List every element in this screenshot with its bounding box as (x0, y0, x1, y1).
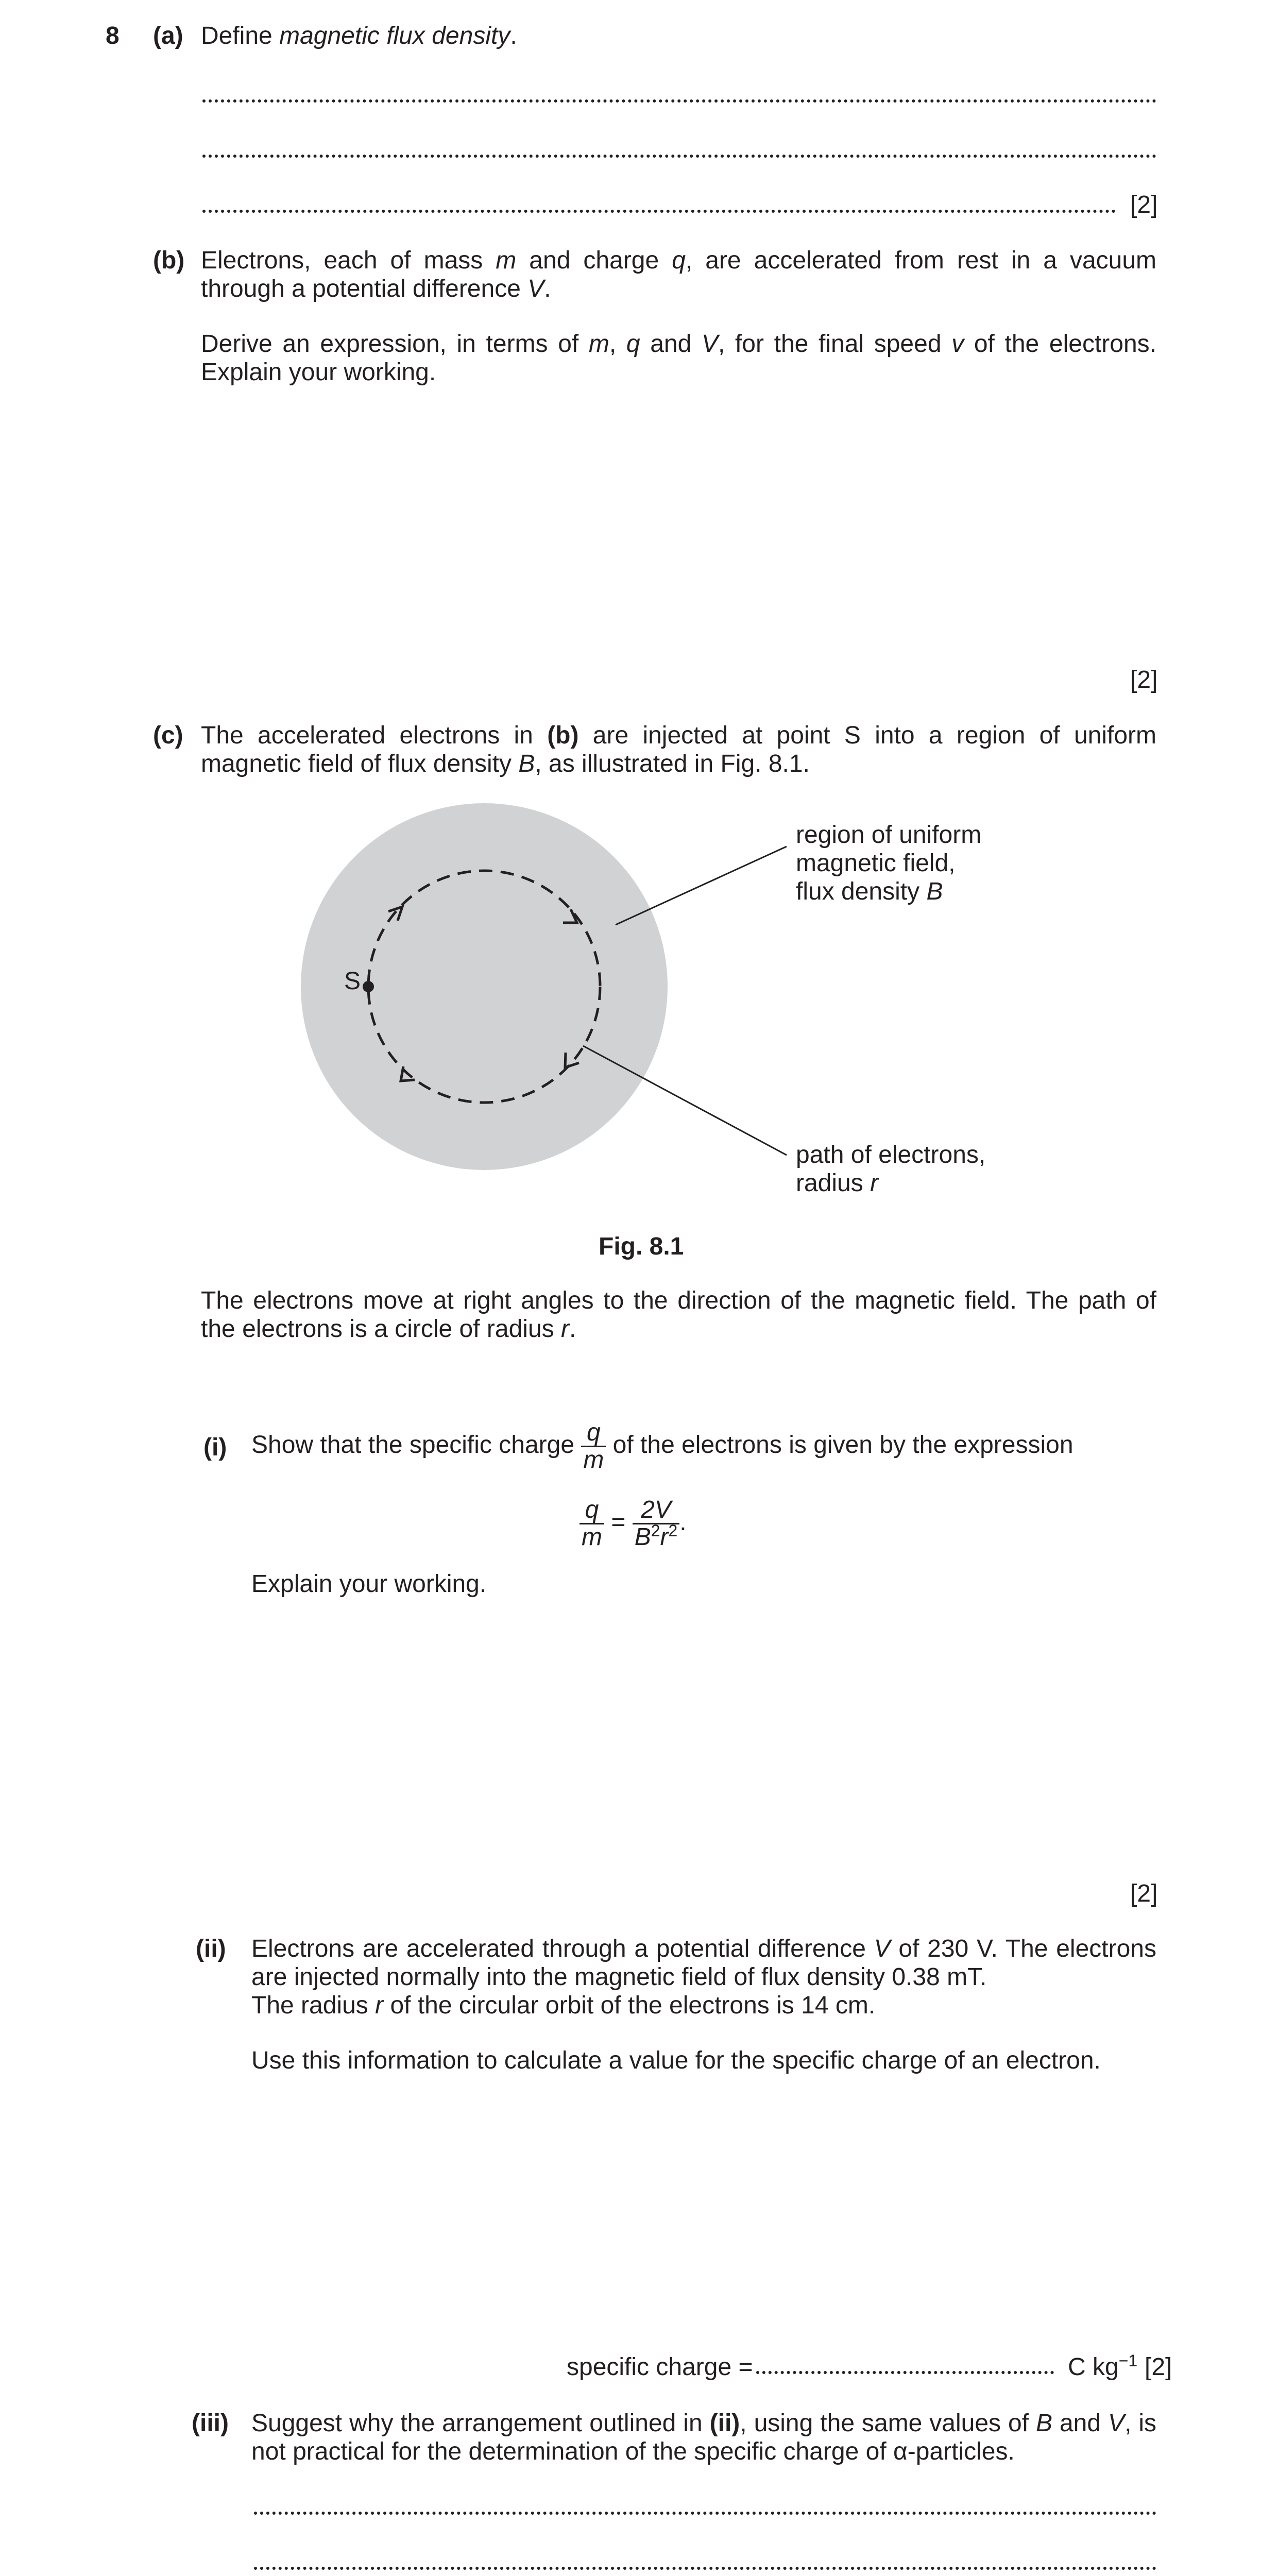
sub-i-label: (i) (203, 1434, 227, 1461)
text: Electrons are accelerated through a potential difference (251, 1935, 874, 1962)
text: flux density (796, 878, 927, 905)
var-V: V (1108, 2410, 1125, 2437)
frac-num: q (581, 1420, 606, 1447)
text: of the circular orbit of the electrons is 14 cm. (383, 1992, 876, 2019)
unit: C kg (1068, 2353, 1119, 2381)
eq-lhs-num: q (580, 1497, 604, 1524)
path-label-line1: path of electrons, (796, 1141, 986, 1168)
eq-rhs (633, 1497, 680, 1550)
text: and (640, 330, 702, 358)
text: , using the same values of (740, 2410, 1036, 2437)
text: , as illustrated in Fig. 8.1. (535, 750, 810, 777)
text: Electrons, each of mass (201, 247, 496, 274)
part-c-label: (c) (153, 722, 183, 749)
text: Show that the specific charge (251, 1431, 582, 1459)
var-q: q (672, 247, 686, 274)
specific-charge-answer-line[interactable] (756, 2371, 1054, 2374)
part-c-after-figure (201, 1286, 1156, 1343)
field-label-leader (616, 846, 787, 925)
point-s-dot (363, 981, 374, 992)
part-a-prompt-text: Define (201, 22, 280, 49)
eq-end: . (679, 1509, 687, 1536)
text: The electrons move at right angles to the direction of the magnetic field. The path of the electrons is a circle of radius (201, 1287, 1156, 1343)
sub-ii-line3: Use this information to calculate a value for the specific charge of an electron. (251, 2047, 1101, 2074)
exp: 2 (651, 1521, 660, 1540)
ref-ii: (ii) (709, 2410, 740, 2437)
answer-line-iii1[interactable] (254, 2512, 1156, 2515)
text: , (609, 330, 626, 358)
text: and (1052, 2410, 1109, 2437)
var-V: V (701, 330, 718, 358)
frac-den: m (583, 1446, 604, 1473)
eq-lhs-den: m (582, 1523, 602, 1551)
answer-label: specific charge = (567, 2353, 753, 2381)
text: The radius (251, 1992, 376, 2019)
part-b-label: (b) (153, 247, 185, 274)
var-r: r (560, 1315, 569, 1343)
var-r: r (660, 1523, 669, 1551)
part-a-label: (a) (153, 22, 183, 49)
sub-ii-marks: [2] (1145, 2353, 1172, 2381)
var-B: B (926, 878, 943, 905)
fig-8-1-diagram (0, 0, 1278, 1236)
var-B: B (1036, 2410, 1053, 2437)
text: , for the final speed (718, 330, 952, 358)
sub-iii-text (251, 2409, 1156, 2466)
field-label-line3 (796, 877, 981, 906)
field-label (796, 821, 981, 906)
text: of the electrons is given by the expression (606, 1431, 1073, 1459)
sub-ii-line2 (251, 1991, 875, 2020)
eq-rhs-den (633, 1521, 680, 1551)
part-b-marks: [2] (1130, 666, 1158, 693)
question-number: 8 (106, 22, 120, 49)
field-label-line1: region of uniform (796, 821, 982, 849)
figure-caption: Fig. 8.1 (599, 1233, 684, 1260)
var-B: B (518, 750, 535, 777)
path-label (796, 1141, 985, 1197)
text: . (569, 1315, 576, 1343)
text: of the electrons. Explain your working. (201, 330, 1157, 386)
sub-iii-label: (iii) (192, 2410, 229, 2437)
var-m: m (496, 247, 517, 274)
var-V: V (527, 275, 544, 302)
text: , are accelerated from rest in a vacuum through a potential difference (201, 247, 1157, 302)
text: Suggest why the arrangement outlined in (251, 2410, 710, 2437)
unit-exp: −1 (1118, 2351, 1138, 2370)
answer-line-iii2[interactable] (254, 2567, 1156, 2570)
part-a-prompt-term: magnetic flux density (279, 22, 510, 49)
text: radius (796, 1170, 871, 1197)
specific-charge-equation (580, 1497, 687, 1550)
var-m: m (588, 330, 609, 358)
text: and charge (516, 247, 672, 274)
exp: 2 (668, 1521, 678, 1540)
text: , is not practical for the determination of the specific charge of α-particles. (251, 2410, 1157, 2465)
point-s-label: S (344, 968, 361, 995)
sub-ii-line1 (251, 1935, 1156, 1991)
ref-b: (b) (547, 722, 579, 749)
answer-unit (1068, 2353, 1137, 2381)
field-label-line2: magnetic field, (796, 850, 956, 877)
var-r: r (870, 1170, 879, 1197)
eq-rhs-num: 2V (633, 1497, 680, 1524)
text: . (544, 275, 551, 302)
var-B: B (634, 1523, 651, 1551)
text: Derive an expression, in terms of (201, 330, 589, 358)
eq-equals: = (611, 1509, 626, 1536)
var-v: v (951, 330, 964, 358)
part-a-marks: [2] (1130, 191, 1158, 218)
text: are injected at point S into a region of uniform magnetic field of flux density (201, 722, 1156, 777)
path-label-line2 (796, 1169, 985, 1197)
specific-charge-fraction (581, 1420, 606, 1473)
text: of 230 V. The electrons are injected normally into the magnetic field of flux density 0.38 mT. (251, 1935, 1156, 1991)
var-q: q (626, 330, 640, 358)
var-V: V (874, 1935, 891, 1962)
var-r: r (375, 1992, 384, 2019)
part-a-prompt-end: . (510, 22, 517, 49)
eq-lhs (580, 1497, 604, 1550)
sub-i-text (251, 1420, 1073, 1473)
sub-ii-label: (ii) (196, 1935, 226, 1962)
text: The accelerated electrons in (201, 722, 548, 749)
sub-i-marks: [2] (1130, 1880, 1158, 1907)
sub-i-explain: Explain your working. (251, 1570, 487, 1598)
